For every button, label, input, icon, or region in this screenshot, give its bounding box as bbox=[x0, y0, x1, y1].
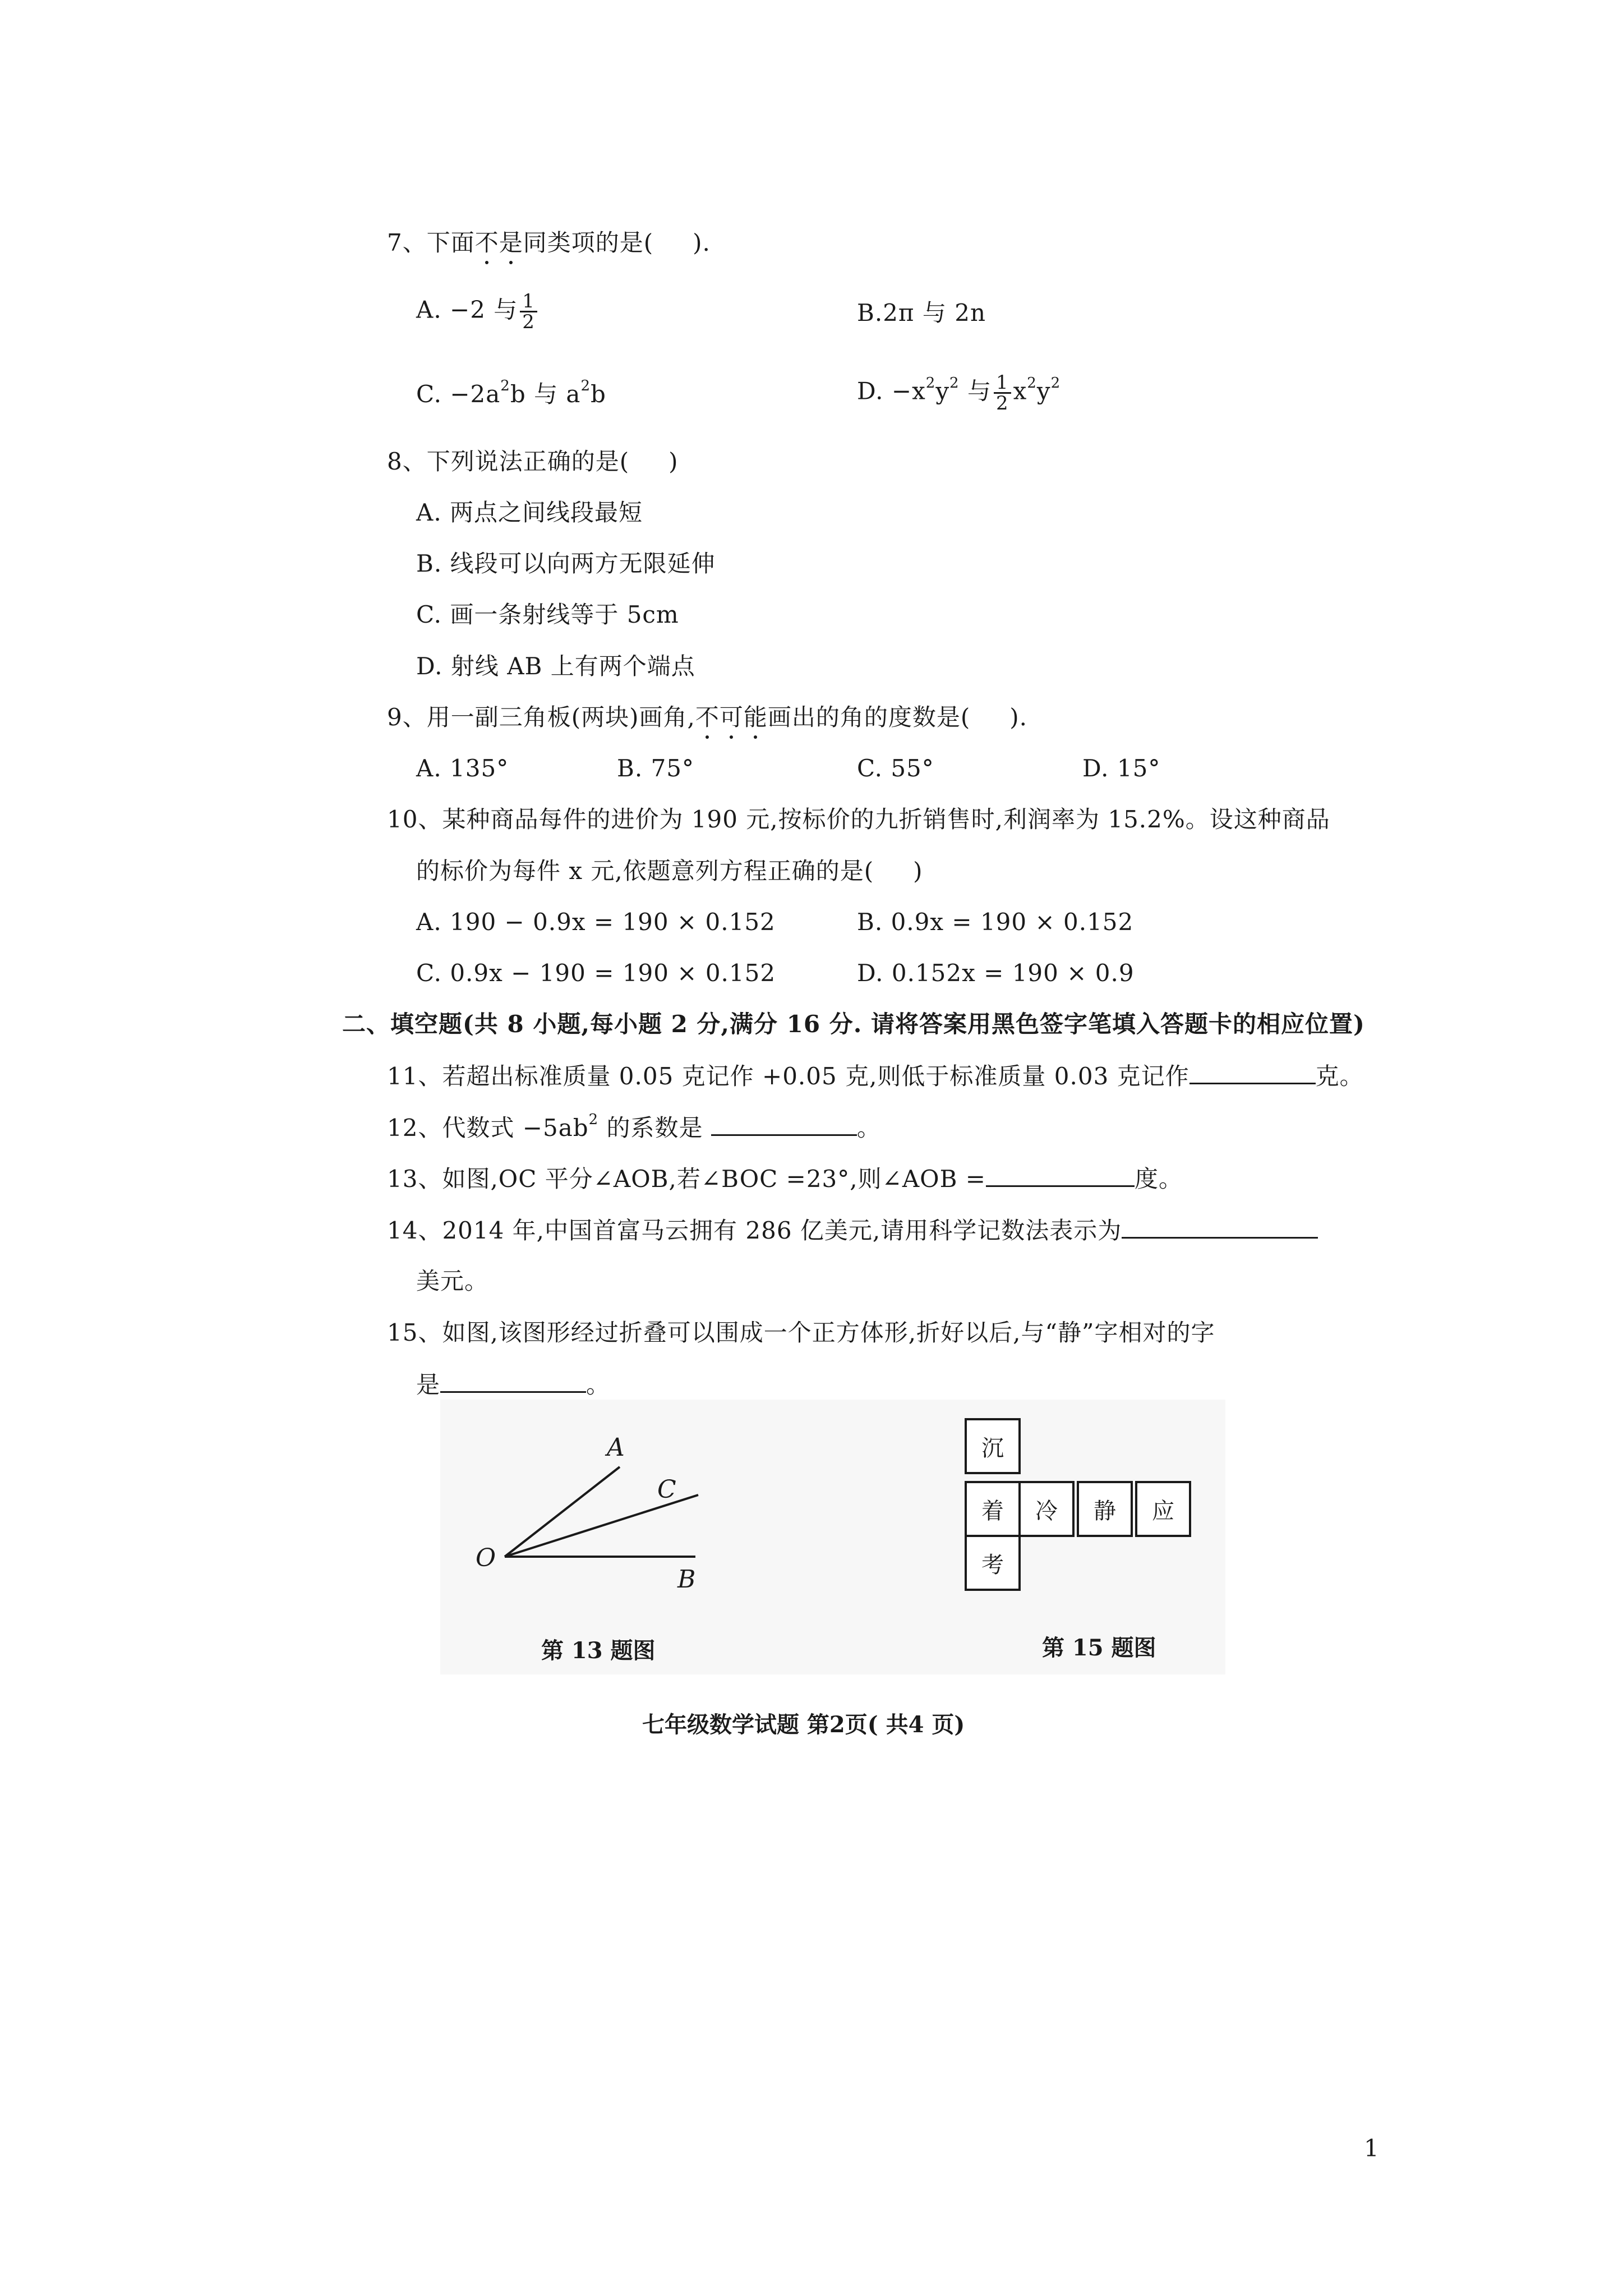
page-footer: 七年级数学试题 第2页( 共4 页) bbox=[642, 1711, 965, 1738]
q9-option-d: D. 15° bbox=[1082, 754, 1161, 782]
option-text: b 与 a bbox=[510, 380, 581, 408]
q13-text: 13、如图,OC 平分∠AOB,若∠BOC =23°,则∠AOB = bbox=[387, 1165, 986, 1193]
q7-text: 同类项的是( bbox=[523, 229, 654, 256]
ray-oa bbox=[505, 1467, 620, 1557]
option-text: A. −2 与 bbox=[416, 296, 518, 324]
exponent: 2 bbox=[949, 374, 960, 392]
figure-15-caption: 第 15 题图 bbox=[1042, 1635, 1156, 1661]
q13-text: 度。 bbox=[1134, 1165, 1183, 1193]
q10-text: ) bbox=[913, 857, 923, 885]
q7-option-a bbox=[416, 292, 540, 332]
q8-option-d: D. 射线 AB 上有两个端点 bbox=[416, 652, 695, 680]
question-14-line2: 美元。 bbox=[416, 1267, 489, 1295]
numerator: 1 bbox=[520, 292, 537, 312]
q7-text: 7、下面 bbox=[387, 229, 475, 256]
net-cell-mid-3: 静 bbox=[1077, 1481, 1133, 1537]
q7-option-d bbox=[857, 373, 1061, 413]
question-9-stem bbox=[387, 702, 1027, 733]
q15-text: 。 bbox=[586, 1371, 611, 1398]
question-7-stem bbox=[387, 227, 711, 259]
net-cell-mid-2: 冷 bbox=[1018, 1481, 1075, 1537]
q15-text: 是 bbox=[416, 1371, 441, 1398]
label-c: C bbox=[657, 1475, 676, 1504]
net-cell-bottom: 考 bbox=[965, 1535, 1021, 1591]
q9-option-a: A. 135° bbox=[416, 754, 509, 782]
option-text: 与 bbox=[959, 377, 992, 405]
q7-option-c bbox=[416, 379, 606, 410]
q10-option-d: D. 0.152x = 190 × 0.9 bbox=[857, 959, 1135, 987]
question-10-line2 bbox=[416, 855, 923, 887]
question-13 bbox=[387, 1163, 1183, 1195]
option-text: y bbox=[1036, 377, 1051, 405]
label-b: B bbox=[677, 1565, 696, 1594]
q10-option-b: B. 0.9x = 190 × 0.152 bbox=[857, 908, 1134, 936]
figure-13-caption: 第 13 题图 bbox=[541, 1637, 656, 1664]
emphasis-char: 是 bbox=[499, 227, 523, 259]
q12-text: 的系数是 bbox=[598, 1114, 711, 1142]
figure-13-angle-diagram bbox=[460, 1414, 751, 1604]
q12-text: 。 bbox=[856, 1114, 881, 1142]
answer-blank bbox=[986, 1163, 1135, 1187]
question-15-line1: 15、如图,该图形经过折叠可以围成一个正方体形,折好以后,与“静”字相对的字 bbox=[387, 1319, 1215, 1346]
q10-option-c: C. 0.9x − 190 = 190 × 0.152 bbox=[416, 959, 776, 987]
q8-option-c: C. 画一条射线等于 5cm bbox=[416, 601, 679, 628]
q10-text: 的标价为每件 x 元,依题意列方程正确的是( bbox=[416, 857, 874, 885]
label-a: A bbox=[607, 1433, 625, 1462]
question-11 bbox=[387, 1060, 1364, 1092]
option-text: b bbox=[591, 380, 606, 408]
q9-option-b: B. 75° bbox=[617, 754, 695, 782]
q8-text: ) bbox=[668, 448, 679, 475]
q9-option-c: C. 55° bbox=[857, 754, 934, 782]
q14-text: 14、2014 年,中国首富马云拥有 286 亿美元,请用科学记数法表示为 bbox=[387, 1217, 1122, 1244]
section-2-heading: 二、填空题(共 8 小题,每小题 2 分,满分 16 分. 请将答案用黑色签字笔填入答题卡的相应位置) bbox=[342, 1010, 1365, 1038]
question-15-line2 bbox=[416, 1369, 610, 1401]
option-text: C. −2a bbox=[416, 380, 501, 408]
emphasis-char: 不 bbox=[475, 227, 499, 259]
answer-blank bbox=[440, 1369, 586, 1393]
q10-option-a: A. 190 − 0.9x = 190 × 0.152 bbox=[416, 908, 776, 936]
q8-text: 8、下列说法正确的是( bbox=[387, 448, 630, 475]
q12-text: 12、代数式 −5ab bbox=[387, 1114, 589, 1142]
exponent: 2 bbox=[580, 378, 591, 394]
exponent: 2 bbox=[1050, 374, 1061, 392]
answer-blank bbox=[711, 1112, 857, 1136]
exponent: 2 bbox=[500, 378, 510, 394]
emphasis-char: 能 bbox=[744, 702, 768, 733]
question-14-line1 bbox=[387, 1214, 1318, 1246]
exponent: 2 bbox=[588, 1111, 599, 1128]
option-text: y bbox=[935, 377, 950, 405]
q8-option-b: B. 线段可以向两方无限延伸 bbox=[416, 550, 716, 577]
q9-text: 画出的角的度数是( bbox=[767, 703, 971, 731]
q9-text: ). bbox=[1009, 703, 1028, 731]
page-number: 1 bbox=[1364, 2134, 1379, 2162]
exponent: 2 bbox=[925, 374, 936, 392]
net-cell-mid-1: 着 bbox=[965, 1481, 1021, 1537]
fraction bbox=[994, 373, 1011, 413]
option-text: D. −x bbox=[857, 377, 926, 405]
net-cell-top: 沉 bbox=[965, 1418, 1021, 1474]
denominator: 2 bbox=[522, 311, 535, 333]
q7-text: ). bbox=[693, 229, 711, 256]
question-10-line1: 10、某种商品每件的进价为 190 元,按标价的九折销售时,利润率为 15.2%。设这种商品 bbox=[387, 806, 1330, 833]
emphasis-char: 可 bbox=[720, 702, 744, 733]
ray-oc bbox=[505, 1495, 698, 1557]
q7-option-b: B.2π 与 2n bbox=[857, 299, 986, 326]
denominator: 2 bbox=[995, 392, 1009, 415]
q8-option-a: A. 两点之间线段最短 bbox=[416, 499, 643, 526]
q11-text: 11、若超出标准质量 0.05 克记作 +0.05 克,则低于标准质量 0.03 克记作 bbox=[387, 1062, 1189, 1090]
fraction bbox=[520, 292, 537, 332]
question-8-stem bbox=[387, 446, 679, 477]
answer-blank bbox=[1189, 1060, 1316, 1084]
question-12 bbox=[387, 1112, 881, 1144]
numerator: 1 bbox=[994, 373, 1011, 394]
q11-text: 克。 bbox=[1315, 1062, 1364, 1090]
label-o: O bbox=[476, 1544, 496, 1572]
option-text: x bbox=[1013, 377, 1027, 405]
exponent: 2 bbox=[1027, 374, 1037, 392]
answer-blank bbox=[1122, 1214, 1318, 1239]
emphasis-char: 不 bbox=[695, 702, 720, 733]
net-cell-mid-4: 应 bbox=[1135, 1481, 1191, 1537]
q9-text: 9、用一副三角板(两块)画角, bbox=[387, 703, 695, 731]
